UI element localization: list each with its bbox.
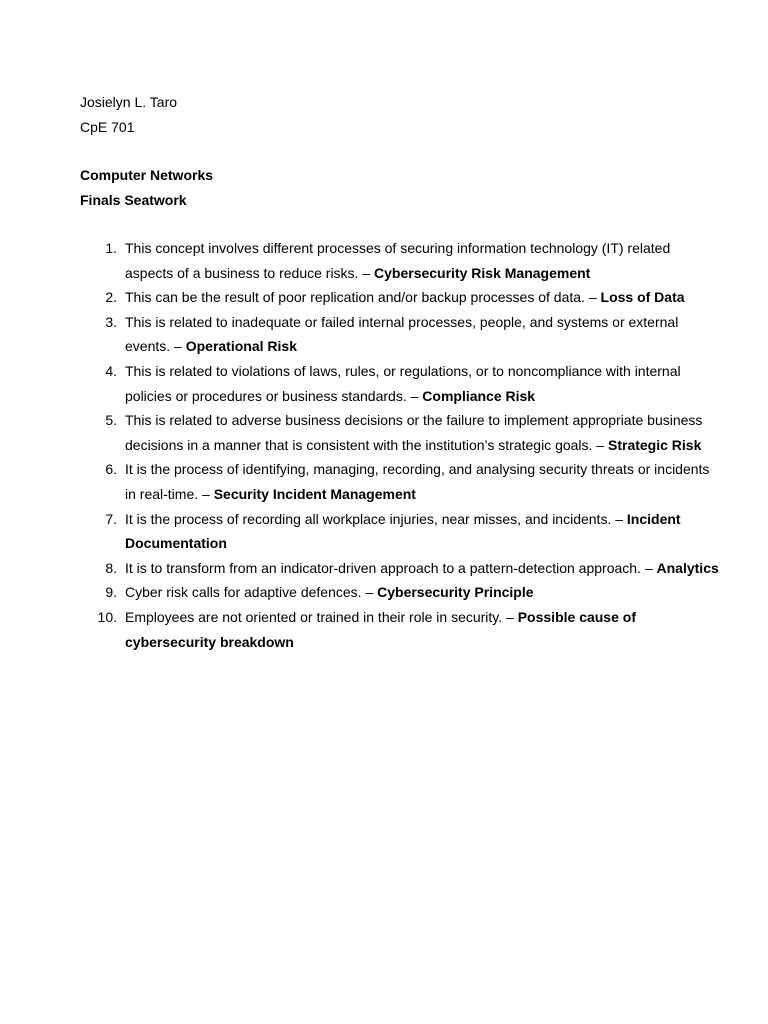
list-item bbox=[80, 605, 720, 654]
item-number: 9. bbox=[105, 584, 117, 601]
item-number: 2. bbox=[105, 289, 117, 306]
item-number: 6. bbox=[105, 461, 117, 478]
item-number: 7. bbox=[105, 510, 117, 527]
item-question: This is related to violations of laws, rules, or regulations, or to noncompliance with internal policies or procedures or business standards. – bbox=[125, 362, 681, 404]
item-text bbox=[125, 457, 720, 506]
item-question: It is the process of recording all workplace injuries, near misses, and incidents. – bbox=[125, 510, 624, 527]
question-list bbox=[80, 236, 720, 654]
item-text bbox=[125, 507, 720, 556]
item-text bbox=[125, 556, 720, 581]
list-item bbox=[80, 457, 720, 506]
list-item bbox=[80, 236, 720, 285]
document-header bbox=[80, 90, 700, 212]
item-question: This can be the result of poor replication and/or backup processes of data. – bbox=[125, 289, 597, 306]
item-text bbox=[125, 605, 720, 654]
item-answer: Possible cause of cybersecurity breakdown bbox=[125, 608, 636, 650]
student-name: Josielyn L. Taro bbox=[80, 94, 178, 110]
item-answer: Cybersecurity Principle bbox=[377, 584, 534, 601]
item-answer: Loss of Data bbox=[600, 289, 685, 306]
item-answer: Cybersecurity Risk Management bbox=[374, 264, 591, 281]
item-text bbox=[125, 310, 720, 359]
item-answer: Strategic Risk bbox=[608, 436, 702, 453]
item-number: 5. bbox=[105, 412, 117, 429]
list-item bbox=[80, 580, 720, 605]
item-answer: Incident Documentation bbox=[125, 510, 681, 552]
list-item bbox=[80, 556, 720, 581]
item-text bbox=[125, 408, 720, 457]
item-text bbox=[125, 580, 720, 605]
item-text bbox=[125, 285, 720, 310]
item-text bbox=[125, 236, 720, 285]
subject-title: Computer Networks bbox=[80, 167, 214, 184]
item-question: This concept involves different processes of securing information technology (IT) related aspects of a business to reduce risks. – bbox=[125, 240, 671, 281]
list-item bbox=[80, 359, 720, 408]
course-section: CpE 701 bbox=[80, 118, 135, 135]
item-question: This is related to inadequate or failed internal processes, people, and systems or external events. – bbox=[125, 313, 679, 355]
item-question: This is related to adverse business decisions or the failure to implement appropriate business decisions in a manner that is consistent with the institution’s strategic goals. – bbox=[125, 412, 703, 453]
header-spacer bbox=[80, 139, 700, 163]
item-answer: Analytics bbox=[656, 559, 719, 576]
list-item bbox=[80, 507, 720, 556]
item-question: Employees are not oriented or trained in their role in security. – bbox=[125, 608, 514, 625]
list-item bbox=[80, 408, 720, 457]
list-item bbox=[80, 310, 720, 359]
item-number: 3. bbox=[105, 313, 117, 330]
item-question: It is the process of identifying, managing, recording, and analysing security threats or incidents in real-time. – bbox=[125, 461, 710, 502]
activity-title: Finals Seatwork bbox=[80, 191, 187, 208]
item-number: 4. bbox=[105, 362, 117, 379]
item-answer: Operational Risk bbox=[185, 338, 297, 355]
item-answer: Security Incident Management bbox=[213, 485, 416, 502]
item-number: 1. bbox=[105, 240, 117, 256]
item-number: 10. bbox=[97, 608, 117, 625]
item-answer: Compliance Risk bbox=[422, 387, 536, 404]
item-number: 8. bbox=[105, 559, 117, 576]
list-item bbox=[80, 285, 720, 310]
item-question: Cyber risk calls for adaptive defences. – bbox=[125, 584, 374, 601]
item-question: It is to transform from an indicator-driven approach to a pattern-detection approach. – bbox=[125, 559, 653, 576]
item-text bbox=[125, 359, 720, 408]
